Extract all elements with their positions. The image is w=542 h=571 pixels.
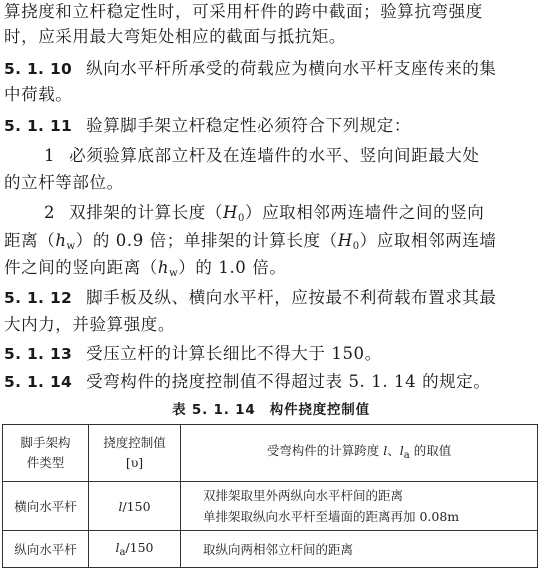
header-member-type xyxy=(3,425,89,482)
limit-text: /150 xyxy=(122,498,151,514)
subscript: w xyxy=(66,241,76,252)
item-text: ）应取相邻两连墙件之间的竖向 xyxy=(244,203,485,222)
item-text: 必须验算底部立杆及在连墙件的水平、竖向间距最大处 xyxy=(69,146,480,165)
paragraph-line xyxy=(4,0,483,24)
header-span xyxy=(181,425,538,482)
clause-number: 5. 1. 12 xyxy=(4,289,73,307)
deflection-table xyxy=(2,424,538,568)
text: ）应取相邻两连墙 xyxy=(359,231,497,250)
cell-member-type: 纵向水平杆 xyxy=(3,531,89,568)
item-number: 2 xyxy=(44,203,56,222)
clause-5-1-14 xyxy=(4,370,490,394)
clause-number: 5. 1. 13 xyxy=(4,345,73,363)
clause-5-1-11 xyxy=(4,114,411,138)
paragraph-line xyxy=(4,256,286,286)
header-line: 件类型 xyxy=(26,455,65,470)
paragraph-line xyxy=(4,313,175,337)
cell-span xyxy=(181,482,538,531)
clause-text: 受弯构件的挠度控制值不得超过表 5. 1. 14 的规定。 xyxy=(86,372,491,391)
paragraph-line xyxy=(4,83,72,107)
table-header-row xyxy=(3,425,538,482)
clause-number: 5. 1. 14 xyxy=(4,373,73,391)
var-H: H xyxy=(223,203,239,222)
header-text: 的取值 xyxy=(409,442,452,458)
text: ）的 0.9 倍；单排架的计算长度（ xyxy=(75,231,338,250)
cell-member-type: 横向水平杆 xyxy=(3,482,89,531)
span-line: 单排架取纵向水平杆至墙面的距离再加 0.08m xyxy=(203,509,460,524)
clause-text: 验算脚手架立杆稳定性必须符合下列规定： xyxy=(86,116,412,135)
clause-text: 纵向水平杆所承受的荷载应为横向水平杆支座传来的集 xyxy=(86,59,497,78)
header-text: 受弯构件的计算跨度 xyxy=(266,442,384,458)
item-number: 1 xyxy=(44,146,56,165)
clause-5-1-13 xyxy=(4,342,382,366)
span-line: 取纵向两相邻立杆间的距离 xyxy=(203,542,354,557)
cell-limit xyxy=(89,531,181,568)
item-2 xyxy=(44,201,484,231)
var-l: l xyxy=(118,498,123,514)
paragraph-line xyxy=(4,25,346,49)
text: 的立杆等部位。 xyxy=(4,173,124,192)
text: 距离（ xyxy=(4,231,56,250)
table-title: 表 5. 1. 14 构件挠度控制值 xyxy=(172,402,370,418)
clause-5-1-12 xyxy=(4,286,497,310)
clause-text: 脚手板及纵、横向水平杆，应按最不利荷载布置求其最 xyxy=(86,288,497,307)
var-H: H xyxy=(337,231,353,250)
text: ）的 1.0 倍。 xyxy=(178,258,287,277)
clause-text: 受压立杆的计算长细比不得大于 150。 xyxy=(86,344,382,363)
header-deflection-limit xyxy=(89,425,181,482)
paragraph-line xyxy=(4,229,497,259)
var-la: l xyxy=(399,442,404,458)
header-line: 挠度控制值 xyxy=(103,435,166,450)
var-l: l xyxy=(115,540,120,555)
limit-text: /150 xyxy=(125,540,154,555)
subscript: a xyxy=(403,449,410,461)
clause-number: 5. 1. 10 xyxy=(4,60,73,78)
span-line: 双排架取里外两纵向水平杆间的距离 xyxy=(203,488,404,503)
header-sep: 、 xyxy=(387,442,400,458)
header-line: 脚手架构 xyxy=(20,435,71,450)
cell-limit xyxy=(89,482,181,531)
var-h: h xyxy=(157,258,170,277)
table-row xyxy=(3,531,538,568)
subscript: w xyxy=(169,268,179,279)
var-l: l xyxy=(383,442,388,458)
clause-5-1-10 xyxy=(4,57,497,81)
var-h: h xyxy=(55,231,67,250)
subscript: 0 xyxy=(238,213,245,224)
text: 时，应采用最大弯矩处相应的截面与抵抗矩。 xyxy=(4,27,346,46)
paragraph-line xyxy=(4,171,124,195)
clause-number: 5. 1. 11 xyxy=(4,117,73,135)
subscript: 0 xyxy=(352,241,360,252)
item-text: 双排架的计算长度（ xyxy=(69,203,224,222)
table-row xyxy=(3,482,538,531)
text: 件之间的竖向距离（ xyxy=(4,258,158,277)
header-line: [υ] xyxy=(125,455,144,470)
text: 中荷载。 xyxy=(4,85,73,104)
text: 算挠度和立杆稳定性时，可采用杆件的跨中截面；验算抗弯强度 xyxy=(4,2,483,21)
cell-span xyxy=(181,531,538,568)
text: 大内力，并验算强度。 xyxy=(4,315,175,334)
item-1 xyxy=(44,144,480,168)
subscript: a xyxy=(119,547,126,558)
